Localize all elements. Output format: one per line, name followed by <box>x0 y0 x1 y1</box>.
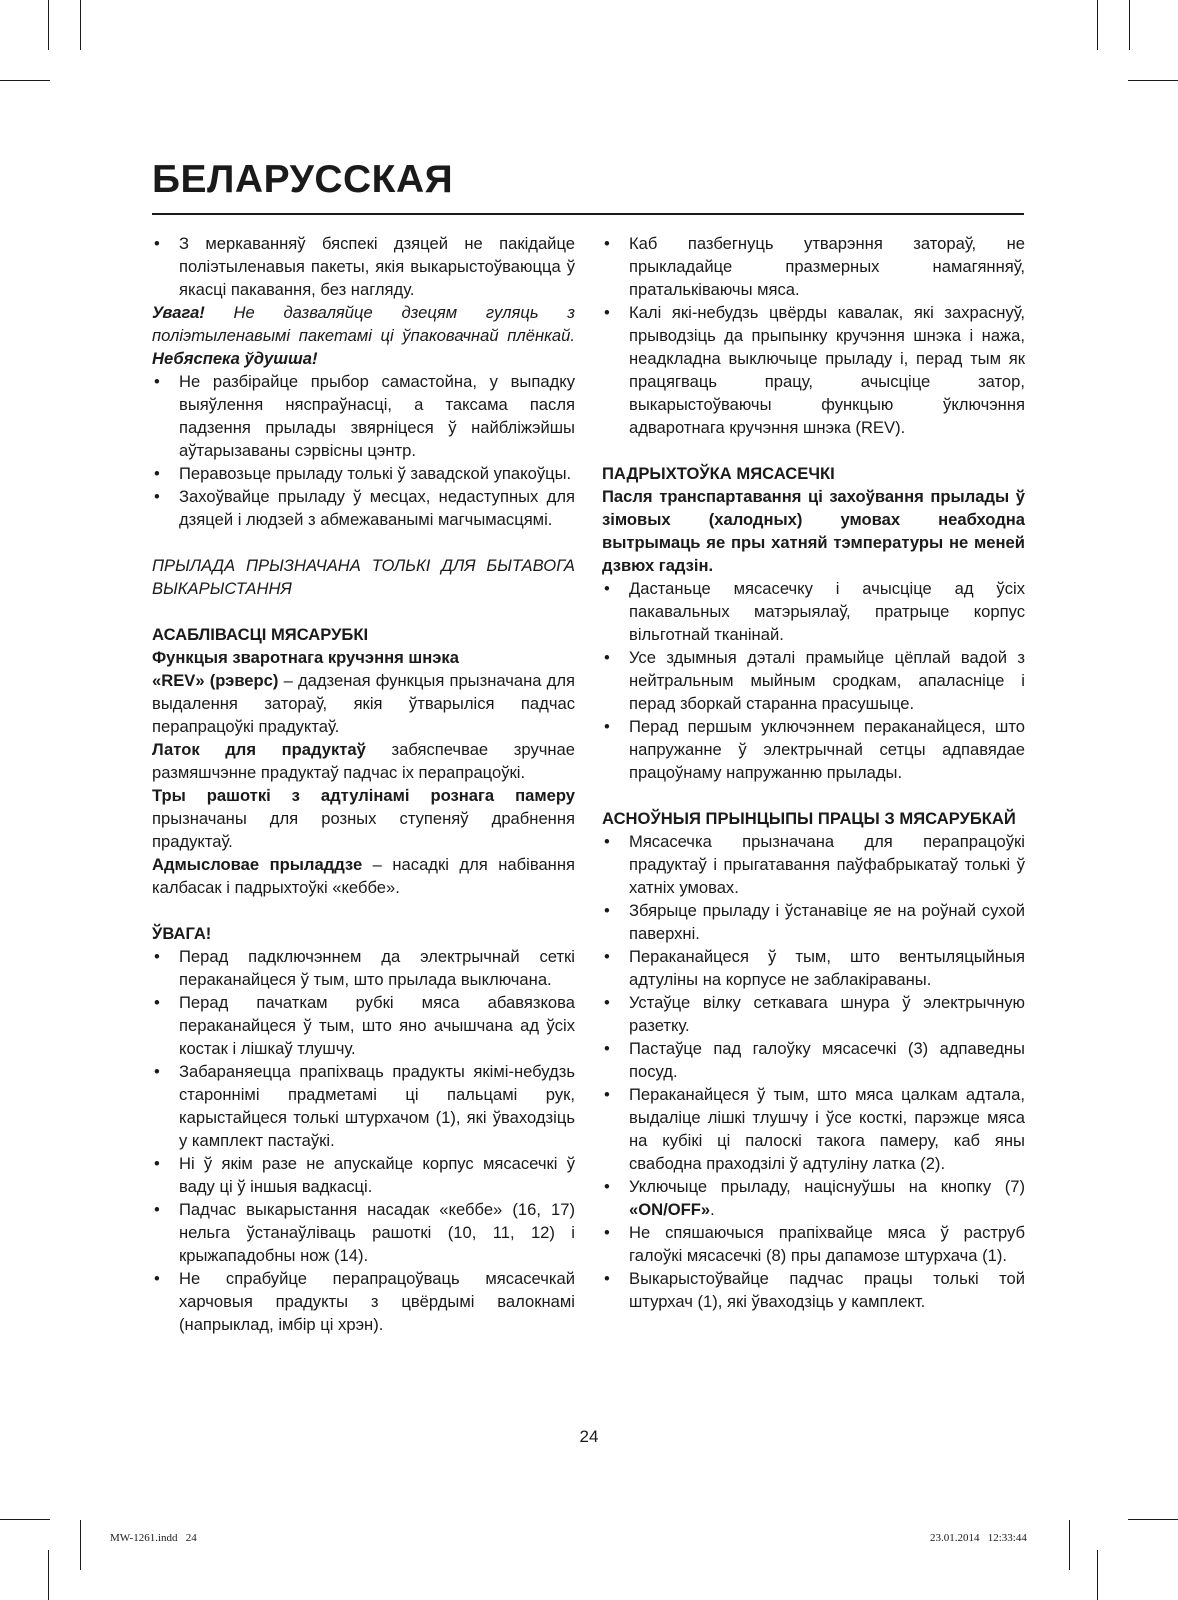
list-item: • Ні ў якім разе не апускайце корпус мясасечкі ў ваду ці ў іншыя вадкасці. <box>152 1152 575 1198</box>
attention-heading: ЎВАГА! <box>152 924 212 943</box>
list-item: • Перад першым уключэннем пераканайцеся, што напружанне ў электрычнай сетцы адпавядае працоўнаму напружанню прылады. <box>602 715 1025 784</box>
crop-mark <box>1097 1550 1098 1600</box>
list-item: • Захоўвайце прыладу ў месцах, недаступных для дзяцей і людзей з абмежаванымі магчымасцямі. <box>152 485 575 531</box>
list-item: • Збярыце прыладу і ўстанавіце яе на роўнай сухой паверхні. <box>602 899 1025 945</box>
list-item: • Пастаўце пад галоўку мясасечкі (3) адпаведны посуд. <box>602 1037 1025 1083</box>
bullet-list <box>602 830 1025 1313</box>
reverse-heading: Функцыя зваротнага кручэння шнэка <box>152 648 459 667</box>
left-column <box>152 232 575 1336</box>
list-item: • Забараняецца прапіхваць прадукты якімі-небудзь староннімі прадметамі ці пальцамі рук, карыстайцеся толькі штурхачом (1), які ўваходзіць у камплект пастаўкі. <box>152 1060 575 1152</box>
list-item: • Не спрабуйце перапрацоўваць мясасечкай харчовыя прадукты з цвёрдымі валокнамі (напрыклад, імбір ці хрэн). <box>152 1267 575 1336</box>
on-off-label: «ON/OFF» <box>629 1200 711 1219</box>
list-item: • Перад пачаткам рубкі мяса абавязкова пераканайцеся ў тым, што яно ачышчана ад ўсіх костак і лішкаў тлушчу. <box>152 991 575 1060</box>
crop-mark <box>48 0 49 50</box>
list-item: • Дастаньце мясасечку і ачысціце ад ўсіх пакавальных матэрыялаў, пратрыце корпус вільготнай тканінай. <box>602 577 1025 646</box>
household-use-note: ПРЫЛАДА ПРЫЗНАЧАНА ТОЛЬКІ ДЛЯ БЫТАВОГА ВЫКАРЫСТАННЯ <box>152 556 575 598</box>
list-item: • Перад падключэннем да электрычнай сеткі пераканайцеся ў тым, што прылада выключана. <box>152 945 575 991</box>
list-item: • Перавозьце прыладу толькі ў завадской упакоўцы. <box>152 462 575 485</box>
basic-principles-heading: АСНОЎНЫЯ ПРЫНЦЫПЫ ПРАЦЫ З МЯСАРУБКАЙ <box>602 809 1016 828</box>
bullet-list <box>152 945 575 1336</box>
footer-file: MW-1261.indd 24 <box>110 1532 197 1544</box>
warning-lead: Увага! <box>152 303 205 322</box>
list-item: • Падчас выкарыстання насадак «кеббе» (16, 17) нельга ўстанаўліваць рашоткі (10, 11, 12) і крыжападобны нож (14). <box>152 1198 575 1267</box>
footer-datetime: 23.01.2014 12:33:44 <box>930 1532 1027 1544</box>
features-heading: АСАБЛІВАСЦІ МЯСАРУБКІ <box>152 625 369 644</box>
bullet-list <box>602 232 1025 439</box>
grates-paragraph: Тры рашоткі з адтулінамі рознага памеру прызначаны для розных ступеняў драбнення прадуктаў. <box>152 786 575 851</box>
crop-mark <box>1128 1519 1178 1520</box>
bullet-list <box>152 370 575 531</box>
list-item: • Уключыце прыладу, націснуўшы на кнопку (7) «ON/OFF». <box>602 1175 1025 1221</box>
list-item: • Каб пазбегнуць утварэння затораў, не прыкладайце празмерных намагянняў, пратальківаючы мяса. <box>602 232 1025 301</box>
bullet-list <box>602 577 1025 784</box>
crop-mark <box>48 1550 49 1600</box>
warning-danger: Небяспека ўдушша! <box>152 349 318 368</box>
list-item: • Калі які-небудзь цвёрды кавалак, які захраснуў, прыводзіць да прыпынку кручэння шнэка і нажа, неадкладна выключыце прыладу і, перад тым як працягваць працу, ачысціце затор, выкарыстоўваючы функцыю ўключэння адваротнага кручэння шнэка (REV). <box>602 301 1025 439</box>
crop-mark <box>1128 80 1178 81</box>
crop-mark <box>0 80 50 81</box>
list-item: • Не разбірайце прыбор самастойна, у выпадку выяўлення няспраўнасці, а таксама пасля падзення прылады звярніцеся ў найбліжэйшы аўтарызаваны сэрвісны цэнтр. <box>152 370 575 462</box>
list-item: • Пераканайцеся ў тым, што мяса цалкам адтала, выдаліце лішкі тлушчу і ўсе косткі, парэжце мяса на кубікі ці палоскі такога памеру, каб яны свабодна праходзілі ў адтуліну латка (2). <box>602 1083 1025 1175</box>
special-paragraph: Адмысловае прыладдзе – насадкі для набівання калбасак і падрыхтоўкі «кеббе». <box>152 855 575 897</box>
right-column <box>602 232 1025 1313</box>
crop-mark <box>1069 1520 1070 1570</box>
crop-mark <box>80 1520 81 1570</box>
list-item: • Устаўце вілку сеткавага шнура ў электрычную разетку. <box>602 991 1025 1037</box>
page-number: 24 <box>579 1427 599 1446</box>
title-rule <box>152 213 1024 215</box>
list-item: • Пераканайцеся ў тым, што вентыляцыйныя адтуліны на корпусе не заблакіраваны. <box>602 945 1025 991</box>
preparation-note: Пасля транспартавання ці захоўвання прылады ў зімовых (халодных) умовах неабходна вытрымаць яе пры хатняй тэмпературы не меней дзвюх гадзін. <box>602 487 1025 575</box>
list-item: • Мясасечка прызначана для перапрацоўкі прадуктаў і прыгатавання паўфабрыкатаў толькі ў хатніх умовах. <box>602 830 1025 899</box>
list-item: • Выкарыстоўвайце падчас працы толькі той штурхач (1), які ўваходзіць у камплект. <box>602 1267 1025 1313</box>
crop-mark <box>80 0 81 50</box>
crop-mark <box>0 1519 50 1520</box>
crop-mark <box>1097 0 1098 50</box>
bullet-list <box>152 232 575 301</box>
preparation-heading: ПАДРЫХТОЎКА МЯСАСЕЧКІ <box>602 464 835 483</box>
list-item: • З меркаванняў бяспекі дзяцей не пакідайце поліэтыленавыя пакеты, якія выкарыстоўваюцца ў якасці пакавання, без нагляду. <box>152 232 575 301</box>
page-title: БЕЛАРУССКАЯ <box>152 158 454 201</box>
list-item: • Не спяшаючыся прапіхвайце мяса ў раструб галоўкі мясасечкі (8) пры дапамозе штурхача (1). <box>602 1221 1025 1267</box>
warning-paragraph <box>152 301 575 370</box>
list-item: • Усе здымныя дэталі прамыйце цёплай вадой з нейтральным мыйным сродкам, апаласніце і перад зборкай старанна прасушыце. <box>602 646 1025 715</box>
crop-mark <box>1129 0 1130 50</box>
tray-paragraph: Латок для прадуктаў забяспечвае зручнае размяшчэнне прадуктаў падчас іх перапрацоўкі. <box>152 740 576 782</box>
reverse-paragraph: «REV» (рэверс) – дадзеная функцыя прызначана для выдалення затораў, якія ўтварыліся падчас перапрацоўкі прадуктаў. <box>152 671 575 736</box>
warning-text: Не дазваляйце дзецям гуляць з поліэтыленавымі пакетамі ці ўпаковачнай плёнкай. <box>152 303 575 345</box>
